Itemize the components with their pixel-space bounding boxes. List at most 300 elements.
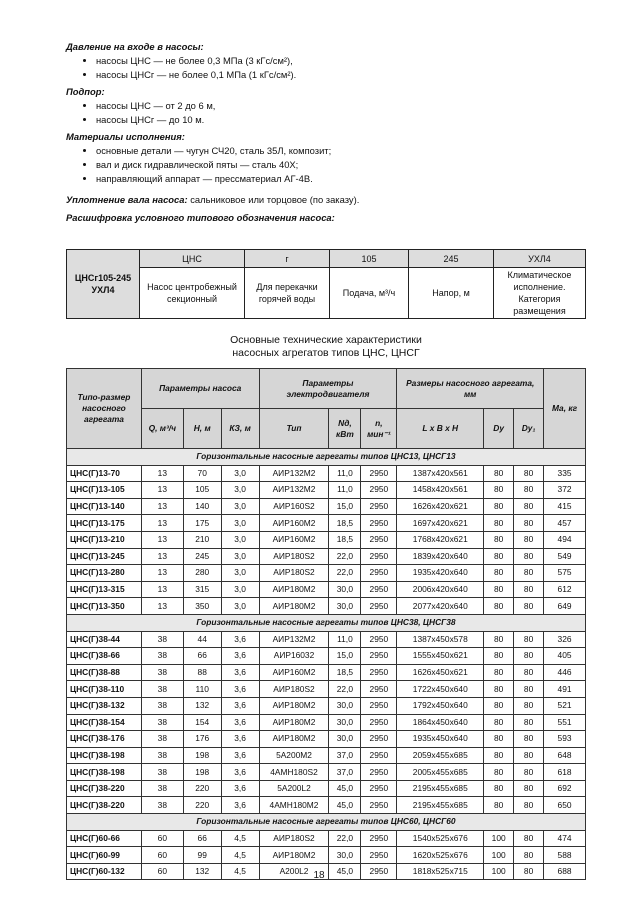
table-cell: ЦНС(Г)38-176 <box>67 731 142 748</box>
table-cell: ЦНС(Г)13-315 <box>67 581 142 598</box>
table-cell: 2950 <box>361 482 397 499</box>
page-number: 18 <box>313 870 325 881</box>
table-cell: ЦНС(Г)38-44 <box>67 631 142 648</box>
table-cell: АИР180М2 <box>259 581 329 598</box>
table-cell: 2059х455х685 <box>397 747 484 764</box>
decode-title: Расшифровка условного типового обозначения насоса: <box>66 212 335 223</box>
table-cell: 618 <box>544 764 586 781</box>
table-row <box>67 764 586 781</box>
table-cell: 3,6 <box>221 631 259 648</box>
table-cell: 3,0 <box>221 565 259 582</box>
table-cell: 38 <box>141 681 183 698</box>
table-cell: 105 <box>183 482 221 499</box>
table-cell: 405 <box>544 648 586 665</box>
table-cell: ЦНС(Г)13-175 <box>67 515 142 532</box>
table-cell: 15,0 <box>329 498 361 515</box>
table-cell: 60 <box>141 863 183 880</box>
table-cell: 18,5 <box>329 515 361 532</box>
table-cell: 80 <box>484 697 514 714</box>
table-cell: 80 <box>484 648 514 665</box>
table-cell: 22,0 <box>329 548 361 565</box>
table-cell: 13 <box>141 531 183 548</box>
table-cell: 175 <box>183 515 221 532</box>
table-cell: 80 <box>514 631 544 648</box>
table-cell: 446 <box>544 664 586 681</box>
table-cell: 80 <box>484 764 514 781</box>
table-cell: 210 <box>183 531 221 548</box>
table-cell: 38 <box>141 797 183 814</box>
seal-text: сальниковое или торцовое (по заказу). <box>190 194 360 205</box>
table-cell: 2006х420х640 <box>397 581 484 598</box>
col-h: Н, м <box>183 409 221 449</box>
table-cell: 80 <box>484 548 514 565</box>
table-cell: 2950 <box>361 697 397 714</box>
col-rpm: n, мин⁻¹ <box>361 409 397 449</box>
table-cell: 1839х420х640 <box>397 548 484 565</box>
table-cell: 100 <box>484 830 514 847</box>
table-cell: 2195х455х685 <box>397 780 484 797</box>
table-row <box>67 565 586 582</box>
table-cell: АИР180S2 <box>259 548 329 565</box>
table-cell: 4,5 <box>221 863 259 880</box>
table-cell: 13 <box>141 515 183 532</box>
table-cell: 2950 <box>361 830 397 847</box>
table-cell: 80 <box>514 697 544 714</box>
table-cell: АИР132М2 <box>259 465 329 482</box>
table-cell: ЦНС(Г)38-132 <box>67 697 142 714</box>
table-cell: АИР180М2 <box>259 697 329 714</box>
table-cell: 80 <box>514 780 544 797</box>
table-cell: 80 <box>484 465 514 482</box>
table-cell: 649 <box>544 598 586 615</box>
table-cell: 11,0 <box>329 482 361 499</box>
table-cell: 13 <box>141 565 183 582</box>
table-cell: АИР180М2 <box>259 714 329 731</box>
table-cell: АИР180М2 <box>259 731 329 748</box>
table-cell: 2950 <box>361 780 397 797</box>
table-cell: 66 <box>183 830 221 847</box>
designation-desc: Подача, м³/ч <box>330 268 409 319</box>
head-list <box>66 99 586 127</box>
table-cell: 38 <box>141 697 183 714</box>
table-cell: 2950 <box>361 465 397 482</box>
table-row <box>67 664 586 681</box>
table-cell: АИР160S2 <box>259 498 329 515</box>
table-cell: 13 <box>141 548 183 565</box>
col-pump-params: Параметры насоса <box>141 369 259 409</box>
list-item: • насосы ЦНСг — до 10 м. <box>96 113 586 127</box>
table-cell: 2950 <box>361 581 397 598</box>
table-cell: 100 <box>484 847 514 864</box>
designation-part: г <box>245 250 330 268</box>
table-cell: ЦНС(Г)60-132 <box>67 863 142 880</box>
table-cell: АИР132М2 <box>259 631 329 648</box>
table-cell: ЦНС(Г)38-66 <box>67 648 142 665</box>
table-row <box>67 714 586 731</box>
table-cell: 80 <box>514 797 544 814</box>
table-cell: 2950 <box>361 764 397 781</box>
table-cell: АИР16032 <box>259 648 329 665</box>
table-cell: 80 <box>514 714 544 731</box>
table-row <box>67 847 586 864</box>
table-cell: 80 <box>514 498 544 515</box>
table-cell: 588 <box>544 847 586 864</box>
table-cell: АИР160М2 <box>259 664 329 681</box>
table-cell: 80 <box>514 747 544 764</box>
designation-desc: Климатическое исполнение. Категория размещения <box>494 268 586 319</box>
table-cell: 38 <box>141 648 183 665</box>
table-row <box>67 731 586 748</box>
table-cell: 110 <box>183 681 221 698</box>
table-row <box>67 515 586 532</box>
table-cell: 15,0 <box>329 648 361 665</box>
table-cell: 30,0 <box>329 598 361 615</box>
table-cell: 2950 <box>361 565 397 582</box>
table-row <box>67 631 586 648</box>
table-cell: 335 <box>544 465 586 482</box>
table-cell: 1626х450х621 <box>397 664 484 681</box>
table-cell: 415 <box>544 498 586 515</box>
designation-part: УХЛ4 <box>494 250 586 268</box>
table-cell: 1387х450х578 <box>397 631 484 648</box>
table-cell: 45,0 <box>329 780 361 797</box>
table-row <box>67 747 586 764</box>
table-cell: 80 <box>514 863 544 880</box>
table-cell: 2950 <box>361 863 397 880</box>
table-cell: 280 <box>183 565 221 582</box>
group-header-row <box>67 449 586 466</box>
table-cell: 1458х420х561 <box>397 482 484 499</box>
table-cell: 38 <box>141 731 183 748</box>
col-motor-params: Параметры электродвигателя <box>259 369 397 409</box>
table-cell: 2950 <box>361 797 397 814</box>
table-cell: 80 <box>484 515 514 532</box>
table-cell: 80 <box>514 465 544 482</box>
table-cell: 30,0 <box>329 697 361 714</box>
table-cell: 80 <box>484 780 514 797</box>
table-cell: 18,5 <box>329 664 361 681</box>
table-cell: 2950 <box>361 498 397 515</box>
table-row <box>67 598 586 615</box>
table-cell: 549 <box>544 548 586 565</box>
table-cell: 3,6 <box>221 780 259 797</box>
table-cell: 37,0 <box>329 747 361 764</box>
table-cell: 13 <box>141 581 183 598</box>
table-cell: 13 <box>141 482 183 499</box>
table-cell: 688 <box>544 863 586 880</box>
table-cell: 80 <box>514 648 544 665</box>
table-row <box>67 697 586 714</box>
table-cell: 4АМН180М2 <box>259 797 329 814</box>
list-item: • насосы ЦНС — от 2 до 6 м, <box>96 99 586 113</box>
table-cell: 38 <box>141 714 183 731</box>
table-cell: 80 <box>514 664 544 681</box>
group-title: Горизонтальные насосные агрегаты типов ЦНС38, ЦНСГ38 <box>67 614 586 631</box>
table-cell: 80 <box>514 531 544 548</box>
table-cell: 2195х455х685 <box>397 797 484 814</box>
table-cell: 2005х455х685 <box>397 764 484 781</box>
table-cell: 38 <box>141 631 183 648</box>
table-cell: 45,0 <box>329 863 361 880</box>
table-cell: 3,6 <box>221 764 259 781</box>
table-cell: 70 <box>183 465 221 482</box>
table-row <box>67 648 586 665</box>
table-cell: ЦНС(Г)38-198 <box>67 764 142 781</box>
table-cell: ЦНС(Г)38-220 <box>67 780 142 797</box>
table-cell: 30,0 <box>329 847 361 864</box>
table-cell: 80 <box>484 581 514 598</box>
table-cell: 30,0 <box>329 731 361 748</box>
table-cell: АИР180S2 <box>259 681 329 698</box>
table-cell: ЦНС(Г)38-154 <box>67 714 142 731</box>
table-cell: АИР160М2 <box>259 515 329 532</box>
table-cell: 3,0 <box>221 465 259 482</box>
table-cell: 315 <box>183 581 221 598</box>
table-cell: ЦНС(Г)13-280 <box>67 565 142 582</box>
table-cell: 66 <box>183 648 221 665</box>
designation-code: ЦНСг105-245 УХЛ4 <box>67 250 140 319</box>
table-cell: 491 <box>544 681 586 698</box>
table-cell: 521 <box>544 697 586 714</box>
table-cell: 2950 <box>361 847 397 864</box>
table-cell: 457 <box>544 515 586 532</box>
table-cell: АИР180S2 <box>259 830 329 847</box>
table-cell: 1768х420х621 <box>397 531 484 548</box>
designation-part: 245 <box>409 250 494 268</box>
group-header-row <box>67 814 586 831</box>
table-cell: 88 <box>183 664 221 681</box>
table-cell: 13 <box>141 498 183 515</box>
table-cell: 3,6 <box>221 681 259 698</box>
table-cell: 38 <box>141 764 183 781</box>
table-cell: 2950 <box>361 531 397 548</box>
table-cell: 2950 <box>361 664 397 681</box>
table-cell: 80 <box>514 565 544 582</box>
pressure-list <box>66 54 586 82</box>
table-cell: 474 <box>544 830 586 847</box>
table-cell: 2950 <box>361 598 397 615</box>
table-cell: ЦНС(Г)13-210 <box>67 531 142 548</box>
table-cell: 3,6 <box>221 697 259 714</box>
table-cell: ЦНС(Г)38-220 <box>67 797 142 814</box>
table-cell: ЦНС(Г)60-66 <box>67 830 142 847</box>
table-cell: 1935х420х640 <box>397 565 484 582</box>
list-item: • насосы ЦНС — не более 0,3 МПа (3 кГс/см²), <box>96 54 586 68</box>
table-cell: 80 <box>484 531 514 548</box>
table-row <box>67 830 586 847</box>
designation-desc: Насос центробежный секционный <box>140 268 245 319</box>
col-kz: КЗ, м <box>221 409 259 449</box>
table-cell: 80 <box>514 598 544 615</box>
table-cell: 80 <box>484 681 514 698</box>
table-cell: ЦНС(Г)38-88 <box>67 664 142 681</box>
list-item: • вал и диск гидравлической пяты — сталь 40Х; <box>96 158 586 172</box>
table-cell: 1935х450х640 <box>397 731 484 748</box>
table-cell: 1722х450х640 <box>397 681 484 698</box>
table-cell: 60 <box>141 847 183 864</box>
table-cell: ЦНС(Г)13-105 <box>67 482 142 499</box>
table-cell: 13 <box>141 465 183 482</box>
pressure-title: Давление на входе в насосы: <box>66 41 204 52</box>
group-title: Горизонтальные насосные агрегаты типов ЦНС60, ЦНСГ60 <box>67 814 586 831</box>
table-cell: 2950 <box>361 681 397 698</box>
materials-title: Материалы исполнения: <box>66 131 185 142</box>
seal-title: Уплотнение вала насоса: <box>66 194 188 205</box>
specs-table <box>66 368 586 880</box>
table-cell: 80 <box>484 565 514 582</box>
table-cell: 176 <box>183 731 221 748</box>
table-cell: 220 <box>183 797 221 814</box>
table-cell: 99 <box>183 847 221 864</box>
col-mass: Ма, кг <box>544 369 586 449</box>
table-cell: 494 <box>544 531 586 548</box>
table-cell: 372 <box>544 482 586 499</box>
table-cell: 4,5 <box>221 830 259 847</box>
table-cell: 2950 <box>361 648 397 665</box>
table-cell: 1387х420х561 <box>397 465 484 482</box>
table-cell: 593 <box>544 731 586 748</box>
table-cell: 3,0 <box>221 515 259 532</box>
table-cell: 1540х525х676 <box>397 830 484 847</box>
list-item: • направляющий аппарат — прессматериал АГ-4В. <box>96 172 586 186</box>
table-cell: ЦНС(Г)13-70 <box>67 465 142 482</box>
table-row <box>67 581 586 598</box>
table-cell: 44 <box>183 631 221 648</box>
table-cell: 551 <box>544 714 586 731</box>
table-cell: 648 <box>544 747 586 764</box>
group-header-row <box>67 614 586 631</box>
table-cell: 80 <box>514 482 544 499</box>
table-row <box>67 465 586 482</box>
col-q: Q, м³/ч <box>141 409 183 449</box>
table-cell: 80 <box>484 731 514 748</box>
table-cell: А200L2 <box>259 863 329 880</box>
table-cell: 80 <box>484 747 514 764</box>
materials-list <box>66 144 586 186</box>
table-cell: 154 <box>183 714 221 731</box>
table-cell: 80 <box>514 581 544 598</box>
col-dy: Dу <box>484 409 514 449</box>
table-cell: 80 <box>514 847 544 864</box>
table-cell: 1620х525х676 <box>397 847 484 864</box>
table-cell: 80 <box>484 482 514 499</box>
table-cell: 350 <box>183 598 221 615</box>
table-row <box>67 681 586 698</box>
table-cell: 692 <box>544 780 586 797</box>
table-row <box>67 548 586 565</box>
table-cell: 4АМН180S2 <box>259 764 329 781</box>
table-cell: 30,0 <box>329 714 361 731</box>
table-cell: 80 <box>484 631 514 648</box>
table-cell: 37,0 <box>329 764 361 781</box>
table-cell: 326 <box>544 631 586 648</box>
table-cell: 38 <box>141 747 183 764</box>
table-cell: 1626х420х621 <box>397 498 484 515</box>
table-cell: ЦНС(Г)38-198 <box>67 747 142 764</box>
table-cell: 2950 <box>361 714 397 731</box>
table-cell: 13 <box>141 598 183 615</box>
table-cell: 80 <box>514 731 544 748</box>
table-cell: 80 <box>514 548 544 565</box>
intro-section <box>66 40 586 225</box>
table-cell: 2077х420х640 <box>397 598 484 615</box>
table-cell: 3,0 <box>221 531 259 548</box>
table-cell: 140 <box>183 498 221 515</box>
table-cell: 2950 <box>361 515 397 532</box>
table-cell: АИР180М2 <box>259 598 329 615</box>
table-cell: 80 <box>484 797 514 814</box>
list-item: • насосы ЦНСг — не более 0,1 МПа (1 кГс/см²). <box>96 68 586 82</box>
table-row <box>67 780 586 797</box>
designation-table <box>66 249 586 319</box>
table-cell: ЦНС(Г)13-350 <box>67 598 142 615</box>
col-dims: Размеры насосного агрегата, мм <box>397 369 544 409</box>
table-cell: 38 <box>141 780 183 797</box>
table-cell: АИР180М2 <box>259 847 329 864</box>
table-title-line: насосных агрегатов типов ЦНС, ЦНСГ <box>232 347 420 359</box>
designation-desc: Для перекачки горячей воды <box>245 268 330 319</box>
table-cell: АИР180S2 <box>259 565 329 582</box>
table-cell: 2950 <box>361 631 397 648</box>
designation-desc: Напор, м <box>409 268 494 319</box>
table-cell: 3,0 <box>221 548 259 565</box>
table-cell: 22,0 <box>329 830 361 847</box>
table-title-line: Основные технические характеристики <box>230 334 422 346</box>
table-cell: АИР160М2 <box>259 531 329 548</box>
head-title: Подпор: <box>66 86 105 97</box>
table-cell: 80 <box>514 830 544 847</box>
table-cell: 2950 <box>361 747 397 764</box>
table-cell: 1792х450х640 <box>397 697 484 714</box>
table-cell: ЦНС(Г)13-140 <box>67 498 142 515</box>
table-cell: 612 <box>544 581 586 598</box>
table-cell: 3,6 <box>221 664 259 681</box>
table-row <box>67 498 586 515</box>
specs-body <box>67 449 586 880</box>
table-cell: 3,0 <box>221 482 259 499</box>
col-motor-type: Тип <box>259 409 329 449</box>
col-dy1: Dу₁ <box>514 409 544 449</box>
table-cell: ЦНС(Г)38-110 <box>67 681 142 698</box>
table-cell: 132 <box>183 863 221 880</box>
table-row <box>67 531 586 548</box>
table-cell: 30,0 <box>329 581 361 598</box>
table-cell: 198 <box>183 747 221 764</box>
table-cell: 80 <box>514 515 544 532</box>
table-cell: 1555х450х621 <box>397 648 484 665</box>
group-title: Горизонтальные насосные агрегаты типов ЦНС13, ЦНСГ13 <box>67 449 586 466</box>
table-cell: 650 <box>544 797 586 814</box>
table-cell: 2950 <box>361 731 397 748</box>
table-cell: 80 <box>514 681 544 698</box>
table-cell: 22,0 <box>329 565 361 582</box>
table-cell: 3,6 <box>221 797 259 814</box>
seal-line <box>66 193 586 207</box>
table-cell: 3,6 <box>221 731 259 748</box>
table-cell: 3,6 <box>221 747 259 764</box>
table-cell: 45,0 <box>329 797 361 814</box>
table-cell: 198 <box>183 764 221 781</box>
table-cell: 1818х525х715 <box>397 863 484 880</box>
table-cell: 3,0 <box>221 581 259 598</box>
table-cell: 80 <box>484 498 514 515</box>
table-cell: 38 <box>141 664 183 681</box>
table-cell: ЦНС(Г)13-245 <box>67 548 142 565</box>
table-cell: 60 <box>141 830 183 847</box>
table-cell: 132 <box>183 697 221 714</box>
table-cell: 80 <box>484 664 514 681</box>
table-cell: 3,0 <box>221 498 259 515</box>
